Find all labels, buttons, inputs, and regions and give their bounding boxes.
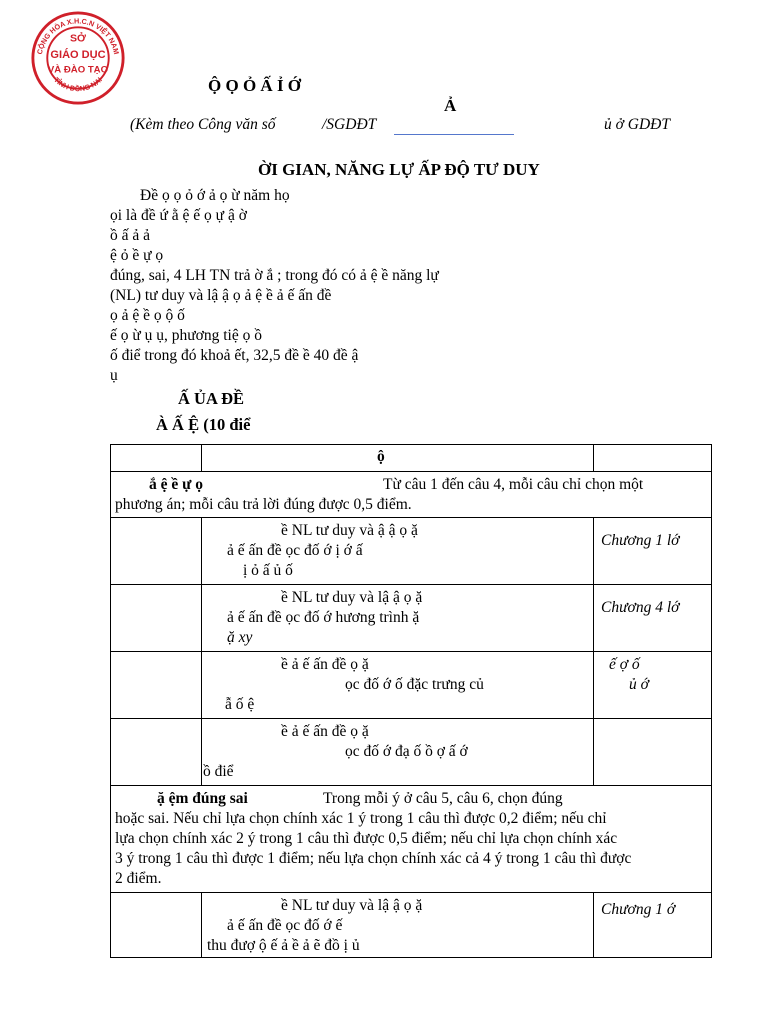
row-text: ề ả ế ấn đề ọ ặ bbox=[281, 656, 369, 673]
row-text: ề NL tư duy và ậ ậ ọ ặ bbox=[281, 522, 418, 539]
part-heading: Ấ ỦA ĐỀ bbox=[178, 389, 245, 408]
table-row bbox=[110, 892, 712, 958]
seal-text-dt: VÀ ĐÀO TẠO bbox=[47, 64, 109, 76]
table-section-b bbox=[110, 785, 712, 893]
paragraph-line: ọ ả ệ ề ọ ộ ố bbox=[110, 307, 185, 324]
paragraph-line: (NL) tư duy và lậ ậ ọ ả ệ ề ả ế ấn đề bbox=[110, 287, 332, 304]
row-text: thu đượ ộ ế ả ề ả ẽ đồ ị ủ bbox=[207, 937, 360, 954]
row-chapter: Chương 1 lớ bbox=[601, 532, 680, 549]
row-text: ặ xy bbox=[227, 629, 253, 646]
paragraph-line: ế ọ ừ ụ ụ, phương tiệ ọ ồ bbox=[110, 327, 262, 344]
section-b-title: ặ ệm đúng sai bbox=[157, 790, 248, 807]
svg-text:TỈNH ĐỒNG NAI: TỈNH ĐỒNG NAI bbox=[52, 75, 104, 94]
section-b-text: Trong mỗi ý ở câu 5, câu 6, chọn đúng bbox=[323, 790, 563, 807]
paragraph-line: ồ ấ ả ả bbox=[110, 227, 151, 244]
header-ref-right: ủ ở GDĐT bbox=[604, 116, 670, 133]
table-row bbox=[110, 584, 712, 652]
seal-text-so: SỞ bbox=[69, 32, 87, 45]
section-b-text: 2 điểm. bbox=[115, 870, 162, 887]
row-text: ọc đố ớ đạ ố ồ ợ ấ ớ bbox=[345, 743, 468, 760]
section-b-text: lựa chọn chính xác 2 ý trong 1 câu thì được 0,5 điểm; nếu chỉ lựa chọn chính xác bbox=[115, 830, 618, 847]
seal-text-gd: GIÁO DỤC bbox=[50, 49, 106, 62]
row-text: ả ế ấn đề ọc đố ớ hương trình ặ bbox=[227, 609, 420, 626]
header-underline bbox=[394, 134, 514, 135]
paragraph-line: ọi là đề ứ ằ ệ ế ọ ự ậ ờ bbox=[110, 207, 247, 224]
row-text: ề NL tư duy và lậ ậ ọ ặ bbox=[281, 897, 423, 914]
row-chapter: ế ợ ố bbox=[609, 656, 640, 673]
svg-text:CỘNG HÒA X.H.C.N VIỆT NAM: CỘNG HÒA X.H.C.N VIỆT NAM bbox=[34, 16, 122, 56]
row-chapter: Chương 4 lớ bbox=[601, 599, 680, 616]
header-ref-left: (Kèm theo Công văn số bbox=[130, 116, 276, 133]
paragraph-line: ố điể trong đó khoả ết, 32,5 đề ề 40 đề ậ bbox=[110, 347, 359, 364]
row-text: ả ế ấn đề ọc đố ớ ị ớ ấ bbox=[227, 542, 363, 559]
section-a-text2: phương án; mỗi câu trả lời đúng được 0,5 điểm. bbox=[115, 496, 412, 513]
paragraph-line: ụ bbox=[110, 367, 118, 384]
header-title: Ộ Ọ Ỏ Ấ Ỉ Ớ bbox=[208, 76, 302, 95]
paragraph-line: đúng, sai, 4 LH TN trả ờ ắ ; trong đó có ả ệ ề năng lự bbox=[110, 267, 439, 284]
paragraph-line: ệ ỏ ề ự ọ bbox=[110, 247, 164, 264]
section-a-text: Từ câu 1 đến câu 4, mỗi câu chỉ chọn một bbox=[383, 476, 644, 493]
paragraph-line: Đề ọ ọ ỏ ớ ả ọ ừ năm họ bbox=[140, 187, 290, 204]
row-text: ị ỏ ấ ủ ố bbox=[243, 562, 293, 579]
header-ref-mid: /SGDĐT bbox=[322, 116, 377, 133]
row-chapter: ủ ớ bbox=[629, 676, 649, 693]
school-seal bbox=[30, 10, 126, 106]
row-text: ề NL tư duy và lậ ậ ọ ặ bbox=[281, 589, 423, 606]
table-header-row bbox=[110, 444, 712, 472]
section-b-text: hoặc sai. Nếu chỉ lựa chọn chính xác 1 ý trong 1 câu thì được 0,2 điểm; nếu chỉ bbox=[115, 810, 607, 827]
table-row bbox=[110, 651, 712, 719]
header-title-line2: Ả bbox=[444, 96, 457, 115]
row-text: ả ế ấn đề ọc đố ớ ế bbox=[227, 917, 343, 934]
row-text: ồ điể bbox=[203, 763, 234, 780]
row-text: ọc đố ớ ố đặc trưng củ bbox=[345, 676, 484, 693]
section-b-text: 3 ý trong 1 câu thì được 1 điểm; nếu lựa chọn chính xác cả 4 ý trong 1 câu thì được bbox=[115, 850, 632, 867]
row-text: ề ả ế ấn đề ọ ặ bbox=[281, 723, 369, 740]
table-row bbox=[110, 517, 712, 585]
section-a-title: ắ ệ ề ự ọ bbox=[149, 476, 204, 493]
row-text: ẫ ố ệ bbox=[225, 696, 255, 713]
table-header-cell: ộ bbox=[377, 448, 385, 465]
table-section-a bbox=[110, 471, 712, 518]
section-title: ỜI GIAN, NĂNG LỰ ẤP ĐỘ TƯ DUY bbox=[258, 160, 540, 179]
table-row bbox=[110, 718, 712, 786]
sub-heading: À Ấ Ệ (10 điể bbox=[156, 415, 251, 434]
row-chapter: Chương 1 ớ bbox=[601, 901, 676, 918]
